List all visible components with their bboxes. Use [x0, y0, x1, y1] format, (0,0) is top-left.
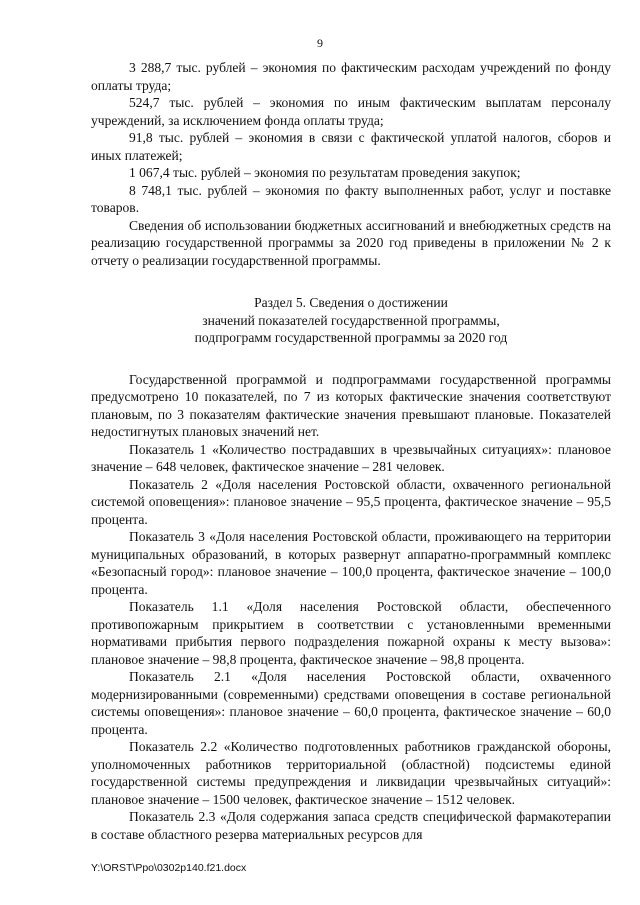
paragraph-economy-personnel: 524,7 тыс. рублей – экономия по иным фактическим выплатам персоналу учреждений, за исключением фонда оплаты труда;	[91, 95, 611, 128]
section-heading-line-3: подпрограмм государственной программы за 2020 год	[194, 330, 508, 345]
document-body	[91, 59, 611, 843]
paragraph-indicator-2: Показатель 2 «Доля населения Ростовской области, охваченного региональной системой оповещения»: плановое значение – 95,5 процента, фактическое значение – 95,5 процента.	[91, 476, 611, 527]
paragraph-indicator-2-2: Показатель 2.2 «Количество подготовленных работников гражданской обороны, уполномоченных работников территориальной (областной) подсистемы единой государственной системы предупреждения и ликвидации чрезвычайных ситуаций»: плановое значение – 1500 человек, фактическое значение – 1512 человек.	[91, 739, 611, 807]
footer-file-path: Y:\ORST\Ppo\0302p140.f21.docx	[91, 862, 247, 874]
paragraph-economy-works: 8 748,1 тыс. рублей – экономия по факту выполненных работ, услуг и поставке товаров.	[91, 182, 611, 215]
paragraph-budget-info: Сведения об использовании бюджетных ассигнований и внебюджетных средств на реализацию государственной программы за 2020 год приведены в приложении № 2 к отчету о реализации государственной программы.	[91, 217, 611, 268]
page-number: 9	[317, 36, 323, 50]
paragraph-indicator-3: Показатель 3 «Доля населения Ростовской области, проживающего на территории муниципальных образований, в которых развернут аппаратно-программный комплекс «Безопасный город»: плановое значение – 100,0 процента, фактическое значение – 100,0 процента.	[91, 529, 611, 597]
paragraph-indicator-2-1: Показатель 2.1 «Доля населения Ростовской области, охваченного модернизированными (современными) средствами оповещения в составе региональной системы оповещения»: плановое значение – 60,0 процента, фактическое значение – 60,0 процента.	[91, 669, 611, 737]
paragraph-economy-salary: 3 288,7 тыс. рублей – экономия по фактическим расходам учреждений по фонду оплаты труда;	[91, 60, 611, 93]
paragraph-indicator-1-1: Показатель 1.1 «Доля населения Ростовской области, обеспеченного противопожарным прикрытием в соответствии с установленными временными нормативами прибытия первого подразделения пожарной охраны к месту вызова»: плановое значение – 98,8 процента, фактическое значение – 98,8 процента.	[91, 599, 611, 667]
paragraph-economy-procurement: 1 067,4 тыс. рублей – экономия по результатам проведения закупок;	[129, 165, 521, 180]
section-heading-line-1: Раздел 5. Сведения о достижении	[254, 295, 448, 310]
paragraph-indicator-1: Показатель 1 «Количество пострадавших в чрезвычайных ситуациях»: плановое значение – 648 человек, фактическое значение – 281 человек.	[91, 441, 611, 474]
paragraph-indicator-2-3: Показатель 2.3 «Доля содержания запаса средств специфической фармакотерапии в составе областного резерва материальных ресурсов для	[91, 809, 611, 842]
section-heading-line-2: значений показателей государственной программы,	[202, 312, 500, 328]
paragraph-indicators-summary: Государственной программой и подпрограммами государственной программы предусмотрено 10 показателей, по 7 из которых фактические значения соответствуют плановым, по 3 показателям фактические значения превышают плановые. Показателей недостигнутых плановых значений нет.	[91, 371, 611, 439]
section-heading	[91, 294, 611, 347]
paragraph-economy-taxes: 91,8 тыс. рублей – экономия в связи с фактической уплатой налогов, сборов и иных платежей;	[91, 130, 611, 163]
